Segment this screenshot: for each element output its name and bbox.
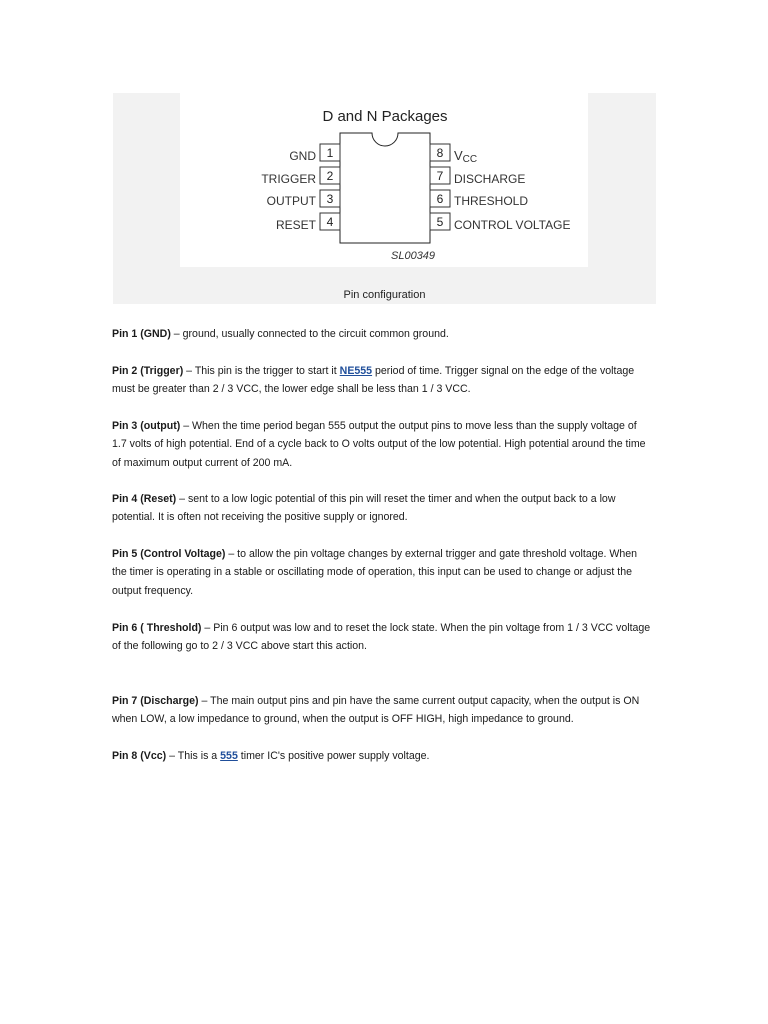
diagram-title: D and N Packages: [322, 108, 448, 125]
pin-number: 3: [326, 192, 334, 206]
pin-label: GND: [289, 149, 316, 163]
pin-description: – ground, usually connected to the circuit common ground.: [170, 328, 449, 340]
pin-label: VCC: [454, 148, 478, 165]
pin-heading: Pin 7 (Discharge): [112, 695, 199, 707]
left-pin-4: [276, 213, 340, 232]
ic-body: [340, 133, 430, 243]
pin-heading: Pin 1 (GND): [112, 328, 171, 340]
pin-number: 5: [436, 215, 444, 229]
pin-heading: Pin 8 (Vcc): [112, 750, 167, 762]
pin-description-continued: period of time. Trigger signal on the edge of the voltage must be greater than 2 / 3 VCC, the lower edge shall be less than 1 / 3 VCC.: [112, 365, 635, 396]
pin-configuration-figure: [113, 93, 656, 304]
pin-description: – This is a: [166, 750, 221, 762]
pin-number: 8: [436, 146, 444, 160]
pin-number: 4: [326, 215, 334, 229]
right-pin-6: [430, 190, 528, 208]
pin-8-paragraph: [112, 747, 652, 765]
pin-4-paragraph: [112, 490, 652, 527]
pin-label: THRESHOLD: [454, 194, 529, 208]
pin-heading: Pin 5 (Control Voltage): [112, 548, 226, 560]
left-pin-3: [267, 190, 340, 208]
pin-description: – When the time period began 555 output the output pins to move less than the supply voltage of 1.7 volts of high potential. End of a cycle back to O volts output of the low potential. High potential around the time of maximum output current of 200 mA.: [112, 420, 646, 469]
pin-label: RESET: [275, 218, 316, 232]
pin-number: 1: [326, 146, 334, 160]
pin-heading: Pin 2 (Trigger): [112, 365, 184, 377]
pin-label: DISCHARGE: [454, 172, 526, 186]
pin-3-paragraph: [112, 417, 652, 472]
pin-description: – to allow the pin voltage changes by external trigger and gate threshold voltage. When the timer is operating in a stable or oscillating mode of operation, this input can be used to change or adjust the output frequency.: [112, 548, 638, 597]
ne555-link[interactable]: NE555: [339, 365, 373, 377]
pin-description: – This pin is the trigger to start it: [183, 365, 340, 377]
pin-5-paragraph: [112, 545, 652, 600]
pin-heading: Pin 3 (output): [112, 420, 181, 432]
pin-description: – Pin 6 output was low and to reset the lock state. When the pin voltage from 1 / 3 VCC voltage of the following go to 2 / 3 VCC above start this action.: [112, 622, 651, 653]
right-pin-7: [430, 167, 525, 186]
pin-number: 6: [436, 192, 444, 206]
pin-2-paragraph: [112, 362, 652, 399]
pin-description: – The main output pins and pin have the same current output capacity, when the output is ON when LOW, a low impedance to ground, when the output is OFF HIGH, high impedance to ground.: [112, 695, 640, 726]
pin-description-continued: timer IC's positive power supply voltage.: [237, 750, 430, 762]
pin-label: TRIGGER: [261, 172, 316, 186]
ic-package-diagram: [180, 93, 588, 267]
pin-1-paragraph: [112, 325, 652, 343]
555-link[interactable]: 555: [220, 750, 238, 762]
pin-6-paragraph: [112, 619, 652, 656]
pin-label: OUTPUT: [266, 194, 316, 208]
pin-number: 7: [436, 169, 444, 183]
pin-heading: Pin 4 (Reset): [112, 493, 177, 505]
right-pin-5: [430, 213, 570, 232]
pin-description: – sent to a low logic potential of this pin will reset the timer and when the output back to a low potential. It is often not receiving the positive supply or ignored.: [112, 493, 616, 524]
right-pin-8: [430, 144, 477, 165]
pin-heading: Pin 6 ( Threshold): [112, 622, 202, 634]
pin-number: 2: [326, 169, 334, 183]
figure-caption: Pin configuration: [343, 289, 426, 301]
left-pin-1: [289, 144, 340, 163]
package-code: SL00349: [391, 250, 436, 262]
pin-7-paragraph: [112, 692, 652, 729]
pin-label: CONTROL VOLTAGE: [454, 218, 571, 232]
left-pin-2: [261, 167, 340, 186]
